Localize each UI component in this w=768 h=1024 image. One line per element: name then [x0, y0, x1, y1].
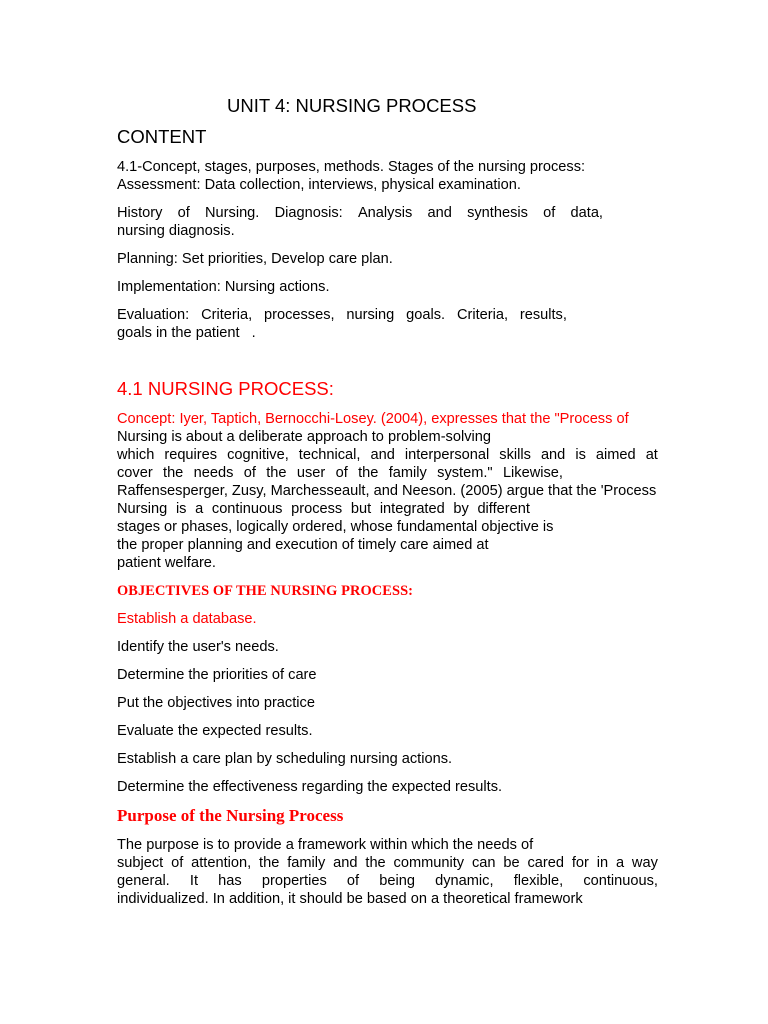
- word: data,: [570, 205, 603, 221]
- word: goals.: [406, 307, 446, 323]
- word: being: [379, 873, 415, 889]
- word: system.": [437, 465, 493, 481]
- word: Analysis: [357, 205, 413, 221]
- word: way: [631, 855, 658, 871]
- word: of: [171, 855, 184, 871]
- word: synthesis: [467, 205, 528, 221]
- word: skills: [499, 447, 531, 463]
- content-paragraph-5-line-1: [117, 306, 567, 324]
- word: integrated: [379, 501, 445, 517]
- concept-line-7: stages or phases, logically ordered, whose fundamental objective is: [117, 519, 554, 535]
- word: for: [571, 855, 589, 871]
- word: community: [393, 855, 465, 871]
- word: processes,: [264, 307, 335, 323]
- word: but: [350, 501, 372, 517]
- word: by: [453, 501, 469, 517]
- word: subject: [117, 855, 164, 871]
- word: is: [575, 447, 586, 463]
- word: can: [471, 855, 496, 871]
- concept-line-1: Concept: Iyer, Taptich, Bernocchi-Losey. (2004), expresses that the "Process of: [117, 411, 629, 427]
- concept-line-3: [117, 446, 658, 464]
- word: and: [540, 447, 566, 463]
- word: family: [388, 465, 427, 481]
- word: of: [243, 465, 256, 481]
- word: the: [365, 855, 386, 871]
- word: properties: [261, 873, 327, 889]
- word: user: [296, 465, 326, 481]
- word: cared: [527, 855, 564, 871]
- purpose-heading: Purpose of the Nursing Process: [117, 806, 344, 825]
- word: has: [218, 873, 242, 889]
- word: Evaluation:: [117, 307, 190, 323]
- word: needs: [193, 465, 234, 481]
- word: is: [175, 501, 187, 517]
- concept-line-2: Nursing is about a deliberate approach to problem-solving: [117, 429, 491, 445]
- word: of: [543, 205, 556, 221]
- word: nursing: [346, 307, 395, 323]
- word: Nursing: [117, 501, 168, 517]
- content-paragraph-5-line-2: goals in the patient .: [117, 325, 256, 341]
- content-paragraph-2-line-1: [117, 204, 603, 222]
- word: and: [370, 447, 395, 463]
- word: History: [117, 205, 163, 221]
- content-paragraph-4: Implementation: Nursing actions.: [117, 279, 330, 295]
- word: technical,: [298, 447, 361, 463]
- word: family: [287, 855, 326, 871]
- word: general.: [117, 873, 170, 889]
- word: continuous,: [583, 873, 658, 889]
- concept-line-5: Raffensesperger, Zusy, Marchesseault, and Neeson. (2005) argue that the 'Process: [117, 483, 657, 499]
- word: the: [163, 465, 184, 481]
- word: Diagnosis:: [274, 205, 343, 221]
- word: and: [333, 855, 358, 871]
- word: flexible,: [513, 873, 564, 889]
- word: of: [177, 205, 190, 221]
- word: It: [189, 873, 199, 889]
- word: the: [259, 855, 280, 871]
- content-paragraph-1-line-2: Assessment: Data collection, interviews, physical examination.: [117, 177, 521, 193]
- word: of: [346, 873, 360, 889]
- content-paragraph-2-line-2: nursing diagnosis.: [117, 223, 235, 239]
- word: cover: [117, 465, 153, 481]
- word: attention,: [191, 855, 252, 871]
- word: Likewise,: [502, 465, 563, 481]
- concept-line-8: the proper planning and execution of timely care aimed at: [117, 537, 489, 553]
- objective-item: Identify the user's needs.: [117, 639, 279, 655]
- word: aimed: [595, 447, 636, 463]
- word: interpersonal: [404, 447, 490, 463]
- objective-item: Evaluate the expected results.: [117, 723, 313, 739]
- word: in: [596, 855, 609, 871]
- purpose-line-1: The purpose is to provide a framework within which the needs of: [117, 837, 534, 853]
- word: be: [503, 855, 520, 871]
- word: which: [117, 447, 155, 463]
- word: the: [358, 465, 379, 481]
- content-paragraph-1-line-1: 4.1-Concept, stages, purposes, methods. Stages of the nursing process:: [117, 159, 586, 175]
- word: results,: [519, 307, 567, 323]
- word: dynamic,: [435, 873, 494, 889]
- concept-line-9: patient welfare.: [117, 555, 216, 571]
- purpose-line-2: [117, 854, 658, 872]
- word: the: [266, 465, 287, 481]
- objective-item: Establish a database.: [117, 611, 257, 627]
- concept-line-4: [117, 464, 563, 482]
- word: at: [645, 447, 658, 463]
- objective-item: Put the objectives into practice: [117, 695, 315, 711]
- purpose-line-4: individualized. In addition, it should be based on a theoretical framework: [117, 891, 583, 907]
- document-title: UNIT 4: NURSING PROCESS: [227, 95, 477, 116]
- objective-item: Establish a care plan by scheduling nursing actions.: [117, 751, 453, 767]
- content-paragraph-3: Planning: Set priorities, Develop care plan.: [117, 251, 393, 267]
- word: a: [615, 855, 625, 871]
- word: requires: [164, 447, 218, 463]
- objective-item: Determine the effectiveness regarding the expected results.: [117, 779, 503, 795]
- concept-line-6: [117, 500, 530, 518]
- word: continuous: [211, 501, 283, 517]
- word: process: [291, 501, 343, 517]
- word: of: [335, 465, 348, 481]
- word: a: [195, 501, 204, 517]
- word: different: [477, 501, 530, 517]
- word: cognitive,: [227, 447, 289, 463]
- content-heading: CONTENT: [117, 126, 207, 147]
- word: Criteria,: [456, 307, 509, 323]
- word: Nursing.: [205, 205, 260, 221]
- objective-item: Determine the priorities of care: [117, 667, 317, 683]
- word: and: [427, 205, 452, 221]
- purpose-line-3: [117, 872, 658, 890]
- objectives-heading: OBJECTIVES OF THE NURSING PROCESS:: [117, 583, 414, 599]
- section-heading: 4.1 NURSING PROCESS:: [117, 378, 334, 399]
- word: Criteria,: [201, 307, 253, 323]
